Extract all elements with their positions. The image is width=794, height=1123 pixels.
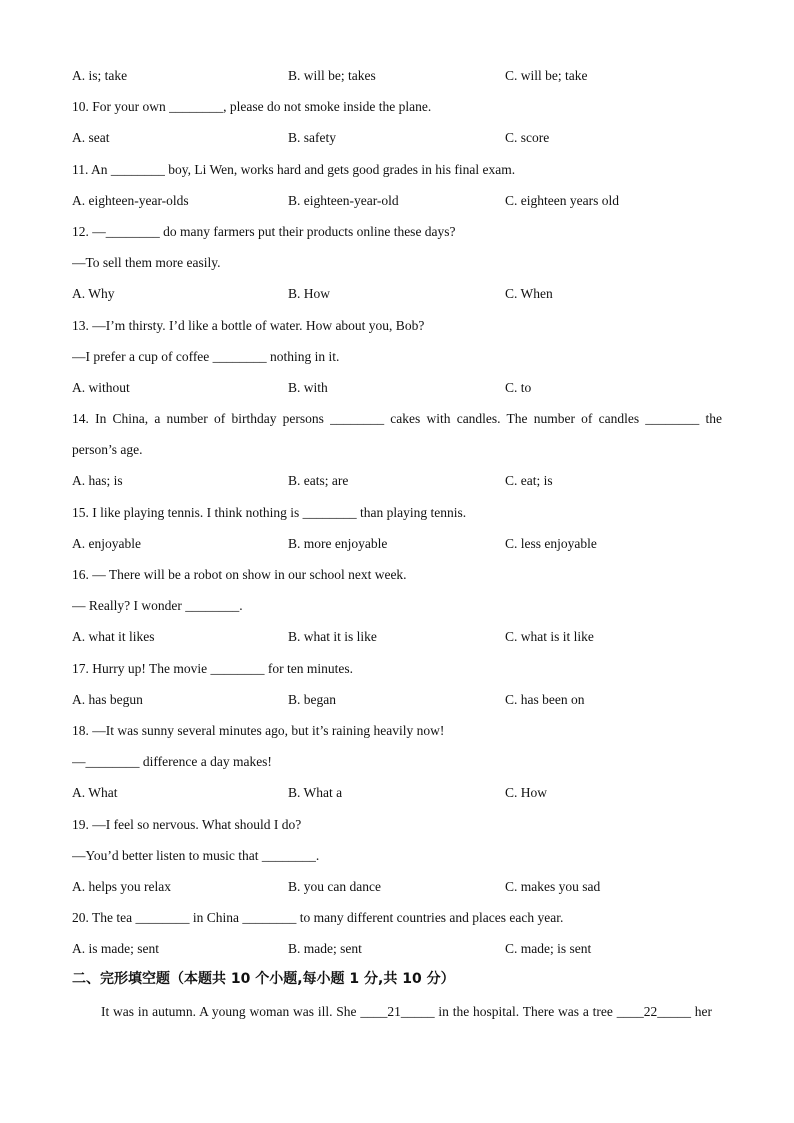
question-stem: 20. The tea ________ in China ________ to many different countries and places each year. xyxy=(72,910,564,926)
option-a: A. has; is xyxy=(72,473,123,489)
options-row xyxy=(72,122,722,153)
option-b: B. more enjoyable xyxy=(288,535,388,551)
option-c: C. has been on xyxy=(505,691,585,707)
question-stem: 17. Hurry up! The movie ________ for ten minutes. xyxy=(72,660,353,676)
options-row xyxy=(72,777,722,808)
question-19 xyxy=(72,809,722,903)
question-20 xyxy=(72,902,722,964)
option-c: C. eat; is xyxy=(505,473,553,489)
section-cloze xyxy=(72,964,722,1026)
option-c: C. less enjoyable xyxy=(505,535,597,551)
options-row xyxy=(72,372,722,403)
question-12 xyxy=(72,216,722,310)
option-a: A. without xyxy=(72,379,130,395)
options-row xyxy=(72,465,722,496)
option-c: C. to xyxy=(505,379,532,395)
option-c: C. How xyxy=(505,785,548,801)
option-a: A. What xyxy=(72,785,118,801)
option-a: A. eighteen-year-olds xyxy=(72,192,189,208)
question-stem: 19. —I feel so nervous. What should I do? xyxy=(72,816,302,832)
question-13 xyxy=(72,310,722,404)
section-heading: 二、完形填空题（本题共 10 个小题,每小题 1 分,共 10 分） xyxy=(72,971,455,988)
option-b: B. began xyxy=(288,691,336,707)
options-row xyxy=(72,528,722,559)
dialogue-line: —You’d better listen to music that ________. xyxy=(72,847,320,863)
question-stem: 15. I like playing tennis. I think nothing is ________ than playing tennis. xyxy=(72,504,467,520)
option-a: A. is; take xyxy=(72,68,128,83)
option-b: B. with xyxy=(288,379,328,395)
passage-line: It was in autumn. A young woman was ill. She ____21_____ in the hospital. There was a tree ____22_____ her xyxy=(101,1003,712,1019)
option-b: B. what it is like xyxy=(288,629,377,645)
question-stem: 10. For your own ________, please do not smoke inside the plane. xyxy=(72,99,432,115)
question-stem: 12. —________ do many farmers put their products online these days? xyxy=(72,223,456,239)
option-a: A. Why xyxy=(72,286,115,302)
option-a: A. enjoyable xyxy=(72,535,141,551)
question-15 xyxy=(72,497,722,559)
options-row xyxy=(72,871,722,902)
options-row xyxy=(72,621,722,652)
page-content xyxy=(72,60,722,1027)
option-b: B. safety xyxy=(288,130,336,146)
option-c: C. When xyxy=(505,286,553,302)
options-row xyxy=(72,933,722,964)
option-c: C. makes you sad xyxy=(505,878,601,894)
option-b: B. eats; are xyxy=(288,473,349,489)
option-c: C. made; is sent xyxy=(505,941,592,957)
question-16 xyxy=(72,559,722,653)
question-11 xyxy=(72,154,722,216)
question-stem: 16. — There will be a robot on show in our school next week. xyxy=(72,567,407,582)
question-18 xyxy=(72,715,722,809)
option-c: C. what is it like xyxy=(505,629,594,645)
option-b: B. How xyxy=(288,286,331,302)
option-a: A. has begun xyxy=(72,691,143,707)
option-c: C. will be; take xyxy=(505,68,588,83)
question-stem: 13. —I’m thirsty. I’d like a bottle of water. How about you, Bob? xyxy=(72,317,425,333)
dialogue-line: —To sell them more easily. xyxy=(72,255,221,271)
question-9-options xyxy=(72,60,722,91)
dialogue-line: — Really? I wonder ________. xyxy=(72,598,243,614)
option-a: A. helps you relax xyxy=(72,878,171,894)
question-stem: 14. In China, a number of birthday persons ________ cakes with candles. The number of candles ________ the xyxy=(72,411,722,427)
question-stem: 11. An ________ boy, Li Wen, works hard and gets good grades in his final exam. xyxy=(72,161,516,177)
option-a: A. is made; sent xyxy=(72,941,159,957)
option-a: A. what it likes xyxy=(72,629,155,645)
option-a: A. seat xyxy=(72,130,110,146)
option-b: B. What a xyxy=(288,785,343,801)
option-b: B. eighteen-year-old xyxy=(288,192,399,208)
question-stem-continued: person’s age. xyxy=(72,442,143,458)
options-row xyxy=(72,185,722,216)
option-b: B. you can dance xyxy=(288,878,381,894)
question-17 xyxy=(72,653,722,715)
option-c: C. eighteen years old xyxy=(505,192,619,208)
question-14 xyxy=(72,403,722,497)
option-c: C. score xyxy=(505,130,550,146)
option-b: B. will be; takes xyxy=(288,68,376,83)
dialogue-line: —________ difference a day makes! xyxy=(72,754,272,770)
question-stem: 18. —It was sunny several minutes ago, but it’s raining heavily now! xyxy=(72,722,445,738)
question-10 xyxy=(72,91,722,153)
options-row xyxy=(72,684,722,715)
option-b: B. made; sent xyxy=(288,941,362,957)
options-row xyxy=(72,278,722,309)
dialogue-line: —I prefer a cup of coffee ________ nothing in it. xyxy=(72,348,340,364)
